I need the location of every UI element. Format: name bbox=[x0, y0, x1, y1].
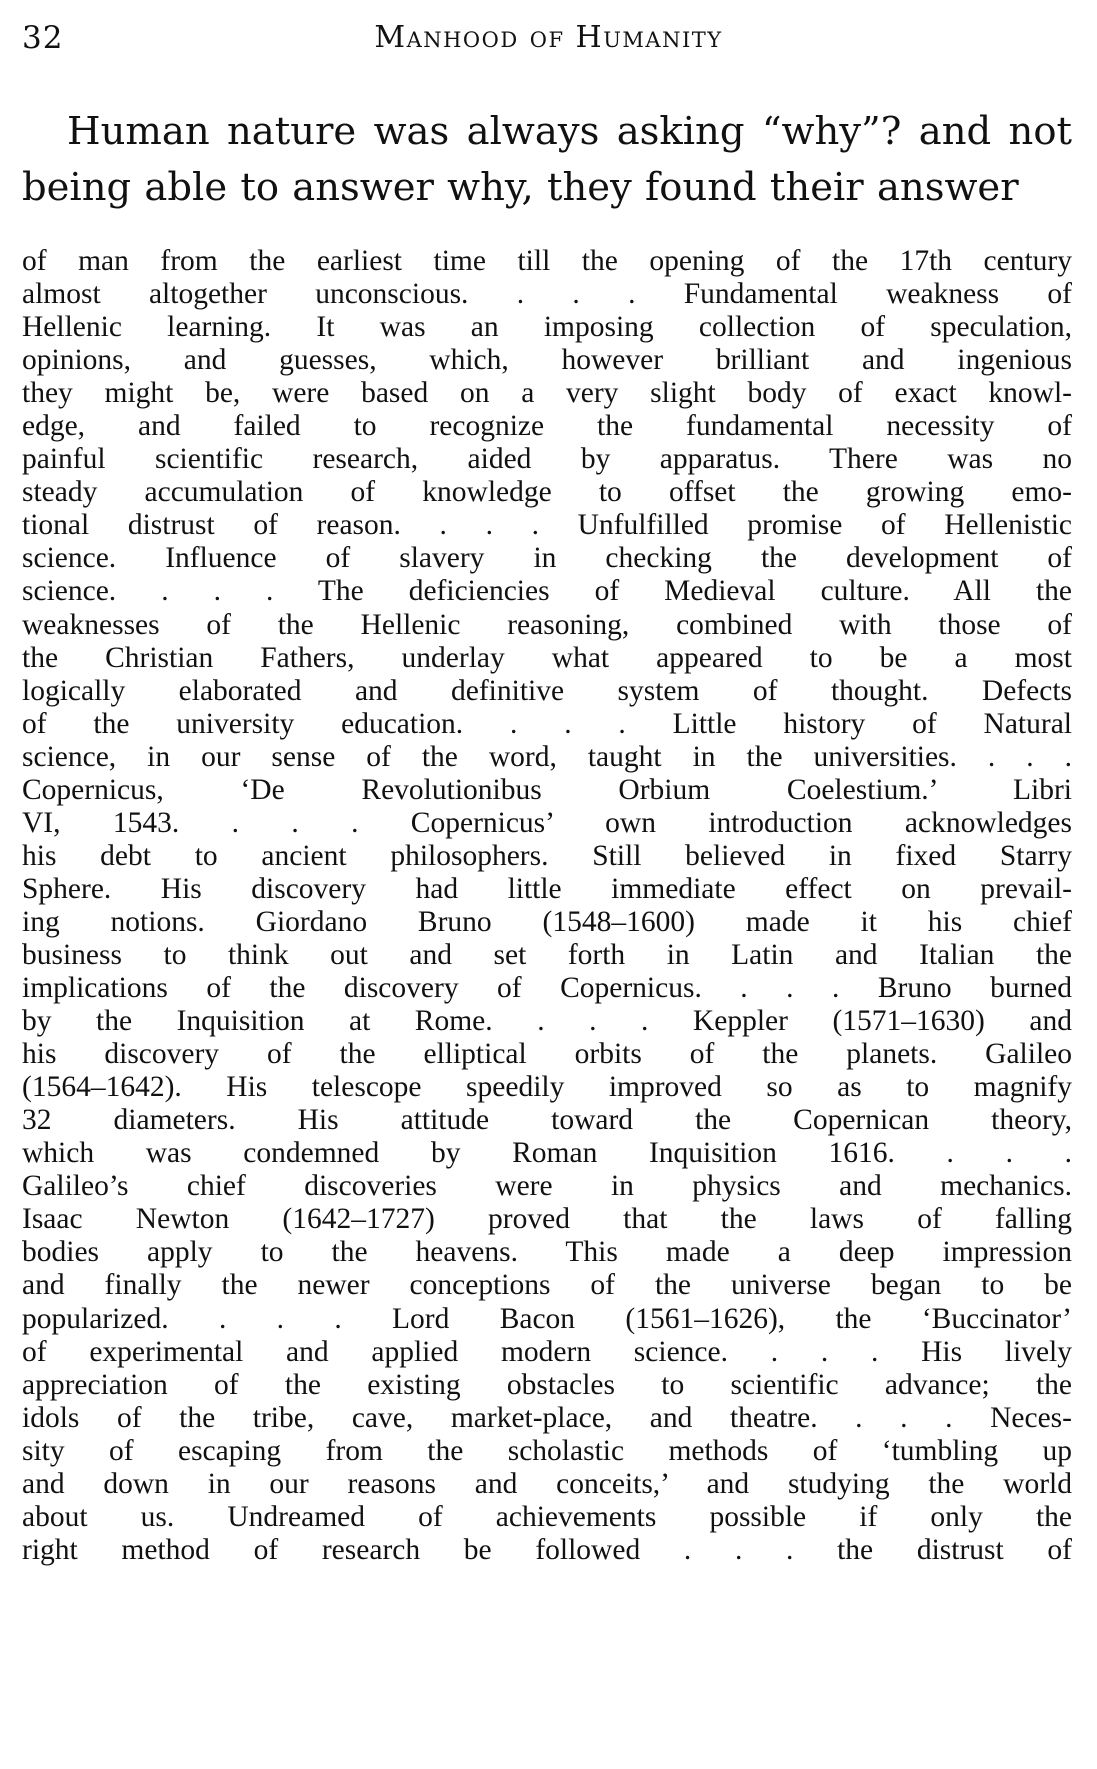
footnote-line: Sphere. His discovery had little immediate effect on prevail- bbox=[22, 872, 1072, 905]
footnote-line: edge, and failed to recognize the fundamental necessity of bbox=[22, 410, 1072, 443]
page-number: 32 bbox=[22, 20, 64, 56]
footnote-line: painful scientific research, aided by apparatus. There was no bbox=[22, 443, 1072, 476]
footnote-line: business to think out and set forth in Latin and Italian the bbox=[22, 938, 1072, 971]
footnote-line: which was condemned by Roman Inquisition 1616. . . . bbox=[22, 1137, 1072, 1170]
footnote-line: of experimental and applied modern science. . . . His lively bbox=[22, 1335, 1072, 1368]
footnote-line: Galileo’s chief discoveries were in physics and mechanics. bbox=[22, 1170, 1072, 1203]
footnote-line: Hellenic learning. It was an imposing collection of speculation, bbox=[22, 311, 1072, 344]
footnote-line: his debt to ancient philosophers. Still believed in fixed Starry bbox=[22, 839, 1072, 872]
footnote-line: ing notions. Giordano Bruno (1548–1600) made it his chief bbox=[22, 905, 1072, 938]
footnote-line: almost altogether unconscious. . . . Fundamental weakness of bbox=[22, 278, 1072, 311]
footnote-line: weaknesses of the Hellenic reasoning, combined with those of bbox=[22, 608, 1072, 641]
footnote-line: steady accumulation of knowledge to offset the growing emo- bbox=[22, 476, 1072, 509]
footnote-line: science. . . . The deficiencies of Medieval culture. All the bbox=[22, 575, 1072, 608]
footnote-line: Isaac Newton (1642–1727) proved that the laws of falling bbox=[22, 1203, 1072, 1236]
main-text-paragraph: Human nature was always asking “why”? and not being able to answer why, they found their answer bbox=[22, 109, 1072, 210]
footnote-line: (1564–1642). His telescope speedily improved so as to magnify bbox=[22, 1071, 1072, 1104]
footnote-line: logically elaborated and definitive system of thought. Defects bbox=[22, 674, 1072, 707]
footnote-line: tional distrust of reason. . . . Unfulfilled promise of Hellenistic bbox=[22, 509, 1072, 542]
footnote-line: science, in our sense of the word, taught in the universities. . . . bbox=[22, 740, 1072, 773]
footnote-line: popularized. . . . Lord Bacon (1561–1626), the ‘Buccinator’ bbox=[22, 1302, 1072, 1335]
footnote-line: Copernicus, ‘De Revolutionibus Orbium Coelestium.’ Libri bbox=[22, 773, 1072, 806]
footnote-line: 32 diameters. His attitude toward the Copernican theory, bbox=[22, 1104, 1072, 1137]
footnote-line: by the Inquisition at Rome. . . . Keppler (1571–1630) and bbox=[22, 1005, 1072, 1038]
footnote-line: sity of escaping from the scholastic methods of ‘tumbling up bbox=[22, 1434, 1072, 1467]
footnote-line: VI, 1543. . . . Copernicus’ own introduction acknowledges bbox=[22, 806, 1072, 839]
footnote-line: implications of the discovery of Copernicus. . . . Bruno burned bbox=[22, 972, 1072, 1005]
footnote-line: opinions, and guesses, which, however brilliant and ingenious bbox=[22, 344, 1072, 377]
footnote-line: and finally the newer conceptions of the universe began to be bbox=[22, 1269, 1072, 1302]
running-title: Manhood of Humanity bbox=[374, 20, 723, 55]
footnote-line: bodies apply to the heavens. This made a deep impression bbox=[22, 1236, 1072, 1269]
footnote-line: science. Influence of slavery in checking the development of bbox=[22, 542, 1072, 575]
footnote-block bbox=[22, 245, 1072, 1567]
footnote-line: appreciation of the existing obstacles to scientific advance; the bbox=[22, 1368, 1072, 1401]
footnote-line: and down in our reasons and conceits,’ and studying the world bbox=[22, 1467, 1072, 1500]
footnote-line: about us. Undreamed of achievements possible if only the bbox=[22, 1500, 1072, 1533]
footnote-line: his discovery of the elliptical orbits of the planets. Galileo bbox=[22, 1038, 1072, 1071]
running-head bbox=[22, 18, 1075, 62]
footnote-line: idols of the tribe, cave, market-place, and theatre. . . . Neces- bbox=[22, 1401, 1072, 1434]
footnote-line: they might be, were based on a very slight body of exact knowl- bbox=[22, 377, 1072, 410]
footnote-line: of the university education. . . . Little history of Natural bbox=[22, 707, 1072, 740]
footnote-line: right method of research be followed . . . the distrust of bbox=[22, 1533, 1072, 1566]
footnote-line: the Christian Fathers, underlay what appeared to be a most bbox=[22, 641, 1072, 674]
footnote-line: of man from the earliest time till the opening of the 17th century bbox=[22, 245, 1072, 277]
